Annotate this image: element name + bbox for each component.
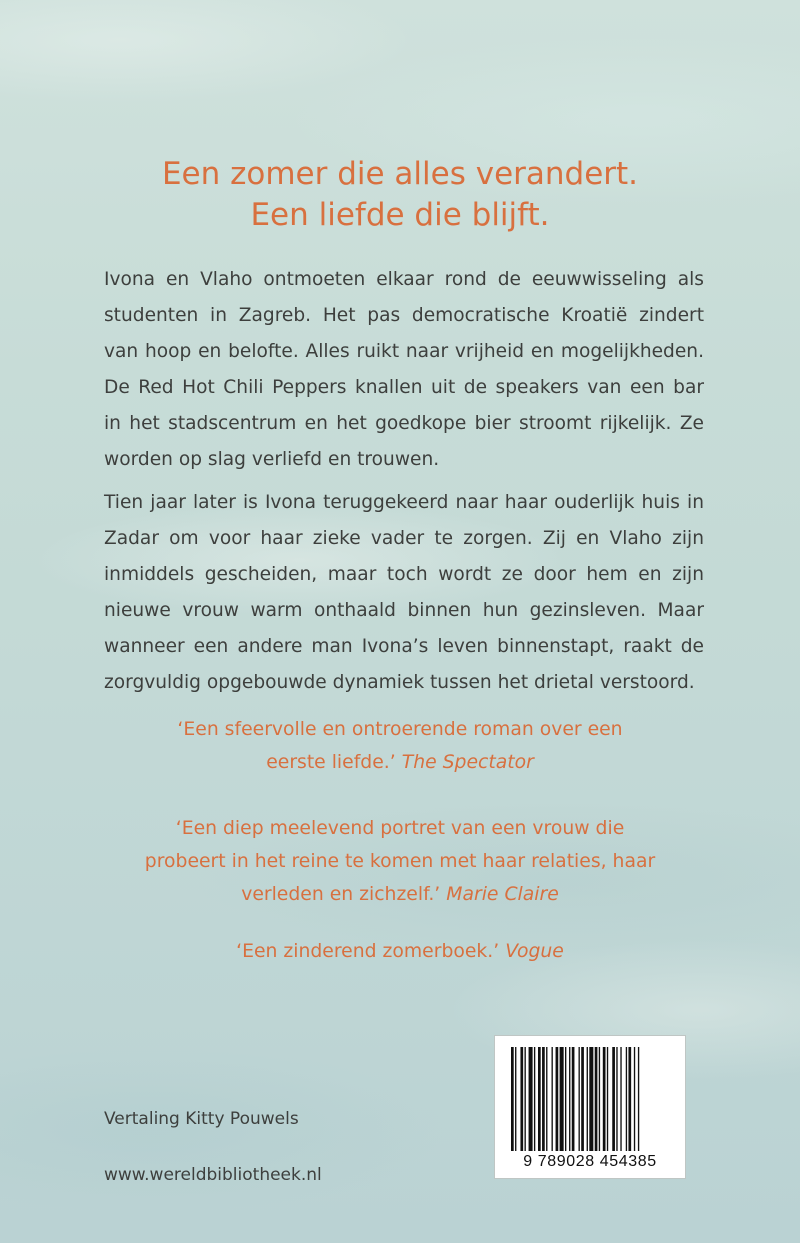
quote-source: Vogue <box>505 941 564 962</box>
barcode-bar <box>515 1047 516 1151</box>
synopsis-paragraph-2 <box>104 485 704 701</box>
barcode-bar <box>634 1047 635 1151</box>
paragraph-line: nieuwe vrouw warm onthaald binnen hun gezinsleven. Maar <box>104 600 704 621</box>
quote-text: eerste liefde.’ <box>266 752 396 773</box>
barcode-bar <box>556 1047 559 1151</box>
barcode-bar <box>612 1047 615 1151</box>
barcode-bar <box>607 1047 608 1151</box>
barcode-bar <box>520 1047 523 1151</box>
review-quote-3 <box>0 935 800 968</box>
barcode-bar <box>538 1047 541 1151</box>
barcode-bar <box>552 1047 553 1151</box>
barcode-bar <box>599 1047 600 1151</box>
quote-text: ‘Een zinderend zomerboek.’ <box>236 941 500 962</box>
paragraph-line: zorgvuldig opgebouwde dynamiek tussen het drietal verstoord. <box>104 672 695 693</box>
barcode-bar <box>581 1047 584 1151</box>
barcode-bar <box>569 1047 570 1151</box>
barcode-bar <box>511 1047 514 1151</box>
synopsis-paragraph-1 <box>104 262 704 478</box>
isbn-barcode <box>494 1035 686 1179</box>
barcode-bar <box>529 1047 533 1151</box>
quote-line-with-source <box>0 746 800 779</box>
barcode-bar <box>620 1047 621 1151</box>
quote-line: ‘Een sfeervolle en ontroerende roman over een <box>177 719 623 740</box>
quote-source: Marie Claire <box>446 884 559 905</box>
review-quote-1 <box>0 713 800 779</box>
paragraph-line: in het stadscentrum en het goedkope bier stroomt rijkelijk. Ze <box>104 413 704 434</box>
headline-line-1: Een zomer die alles verandert. <box>161 156 639 192</box>
paragraph-line: inmiddels gescheiden, maar toch wordt ze door hem en zijn <box>104 564 704 585</box>
barcode-bar <box>628 1047 631 1151</box>
quote-line: probeert in het reine te komen met haar relaties, haar <box>144 851 656 872</box>
paragraph-line: Zadar om voor haar zieke vader te zorgen. Zij en Vlaho zijn <box>104 528 704 549</box>
paragraph-line: Tien jaar later is Ivona teruggekeerd naar haar ouderlijk huis in <box>104 492 704 513</box>
barcode-bar <box>525 1047 526 1151</box>
isbn-number: 9 789028 454385 <box>523 1153 657 1170</box>
quote-text: verleden en zichzelf.’ <box>241 884 441 905</box>
translator-credit: Vertaling Kitty Pouwels <box>104 1109 299 1129</box>
barcode-bar <box>616 1047 617 1151</box>
paragraph-line: worden op slag verliefd en trouwen. <box>104 449 440 470</box>
barcode-bar <box>542 1047 545 1151</box>
quote-source: The Spectator <box>401 752 534 773</box>
paragraph-line: De Red Hot Chili Peppers knallen uit de speakers van een bar <box>104 377 704 398</box>
barcode-bar <box>572 1047 575 1151</box>
quote-line-with-source <box>0 878 800 911</box>
paragraph-line: studenten in Zagreb. Het pas democratische Kroatië zindert <box>104 305 704 326</box>
barcode-icon <box>511 1047 669 1151</box>
barcode-bar <box>534 1047 535 1151</box>
quote-line: ‘Een diep meelevend portret van een vrouw die <box>175 818 625 839</box>
barcode-bar <box>587 1047 588 1151</box>
barcode-bar <box>579 1047 580 1151</box>
barcode-bar <box>626 1047 627 1151</box>
barcode-bar <box>565 1047 566 1151</box>
barcode-bar <box>560 1047 564 1151</box>
barcode-bar <box>638 1047 639 1151</box>
paragraph-line: Ivona en Vlaho ontmoeten elkaar rond de eeuwwisseling als <box>104 269 704 290</box>
paragraph-line: van hoop en belofte. Alles ruikt naar vrijheid en mogelijkheden. <box>104 341 704 362</box>
publisher-website: www.wereldbibliotheek.nl <box>104 1165 322 1185</box>
quote-line-with-source <box>0 935 800 968</box>
headline-line-2: Een liefde die blijft. <box>250 197 550 233</box>
barcode-bar <box>589 1047 593 1151</box>
barcode-bar <box>595 1047 598 1151</box>
barcode-bar <box>603 1047 606 1151</box>
barcode-bar <box>546 1047 547 1151</box>
paragraph-line: wanneer een andere man Ivona’s leven binnenstapt, raakt de <box>104 636 704 657</box>
review-quote-2 <box>0 812 800 911</box>
